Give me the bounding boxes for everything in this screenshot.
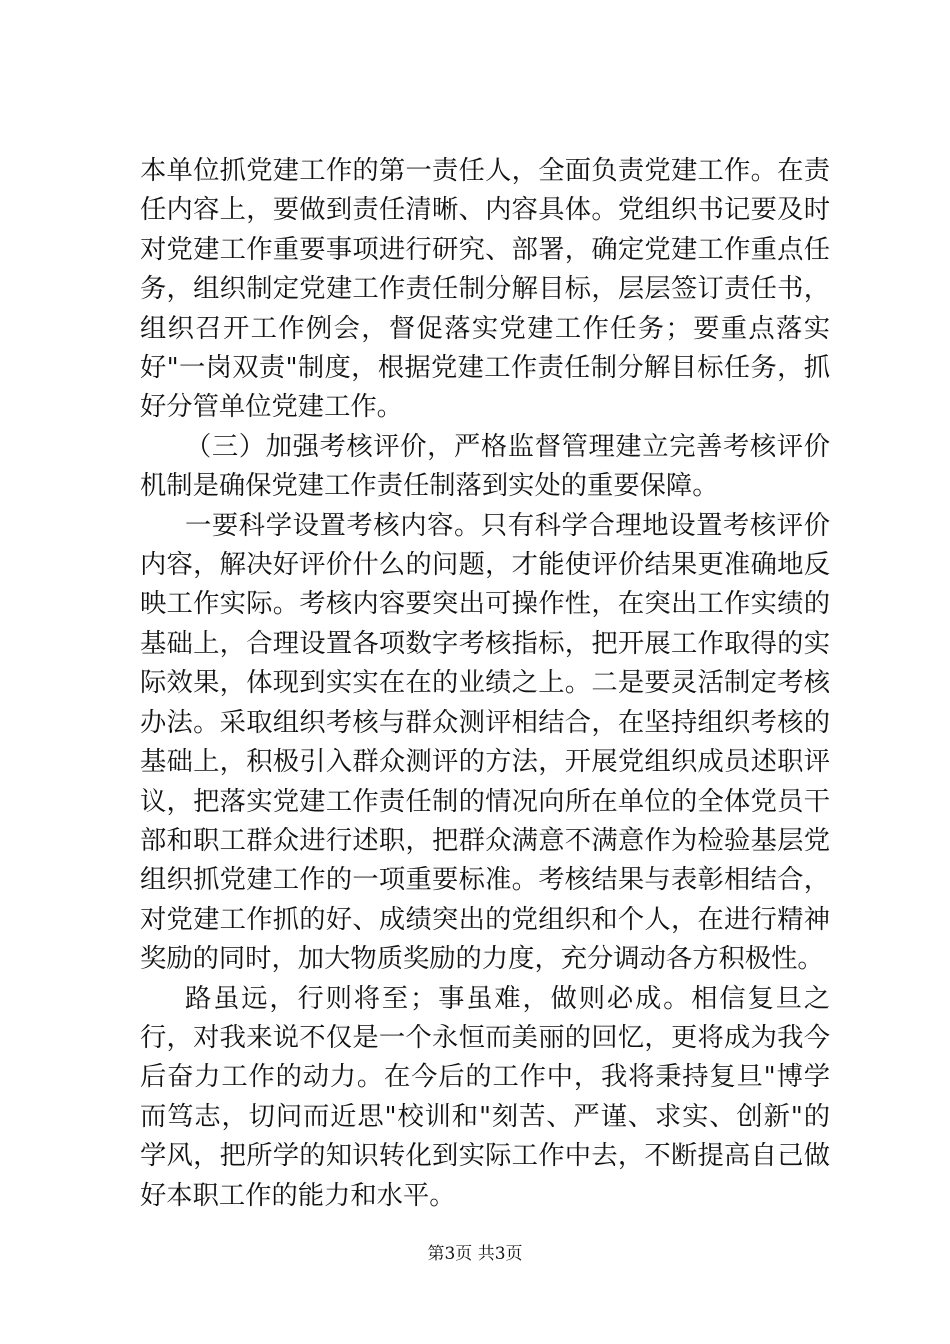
paragraph-conclusion: 路虽远，行则将至；事虽难，做则必成。相信复旦之行，对我来说不仅是一个永恒而美丽的回忆，更将成为我今后奋力工作的动力。在今后的工作中，我将秉持复旦"博学而笃志，切问而近思"校训和"刻苦、严谨、求实、创新"的学风，把所学的知识转化到实际工作中去，不断提高自己做好本职工作的能力和水平。: [140, 983, 830, 1211]
paragraph-responsibility: 本单位抓党建工作的第一责任人，全面负责党建工作。在责任内容上，要做到责任清晰、内容具体。党组织书记要及时对党建工作重要事项进行研究、部署，确定党建工作重点任务，组织制定党建工作责任制分解目标，层层签订责任书，组织召开工作例会，督促落实党建工作任务；要重点落实好"一岗双责"制度，根据党建工作责任制分解目标任务，抓好分管单位党建工作。: [140, 156, 830, 423]
paragraph-section-three-heading: （三）加强考核评价，严格监督管理建立完善考核评价机制是确保党建工作责任制落到实处的重要保障。: [140, 431, 830, 502]
paragraph-assessment: 一要科学设置考核内容。只有科学合理地设置考核评价内容，解决好评价什么的问题，才能使评价结果更准确地反映工作实际。考核内容要突出可操作性，在突出工作实绩的基础上，合理设置各项数字考核指标，把开展工作取得的实际效果，体现到实实在在的业绩之上。二是要灵活制定考核办法。采取组织考核与群众测评相结合，在坚持组织考核的基础上，积极引入群众测评的方法，开展党组织成员述职评议，把落实党建工作责任制的情况向所在单位的全体党员干部和职工群众进行述职，把群众满意不满意作为检验基层党组织抓党建工作的一项重要标准。考核结果与表彰相结合，对党建工作抓的好、成绩突出的党组织和个人，在进行精神奖励的同时，加大物质奖励的力度，充分调动各方积极性。: [140, 510, 830, 975]
page-number-footer: 第3页 共3页: [427, 1244, 523, 1264]
document-body: [140, 152, 830, 1216]
